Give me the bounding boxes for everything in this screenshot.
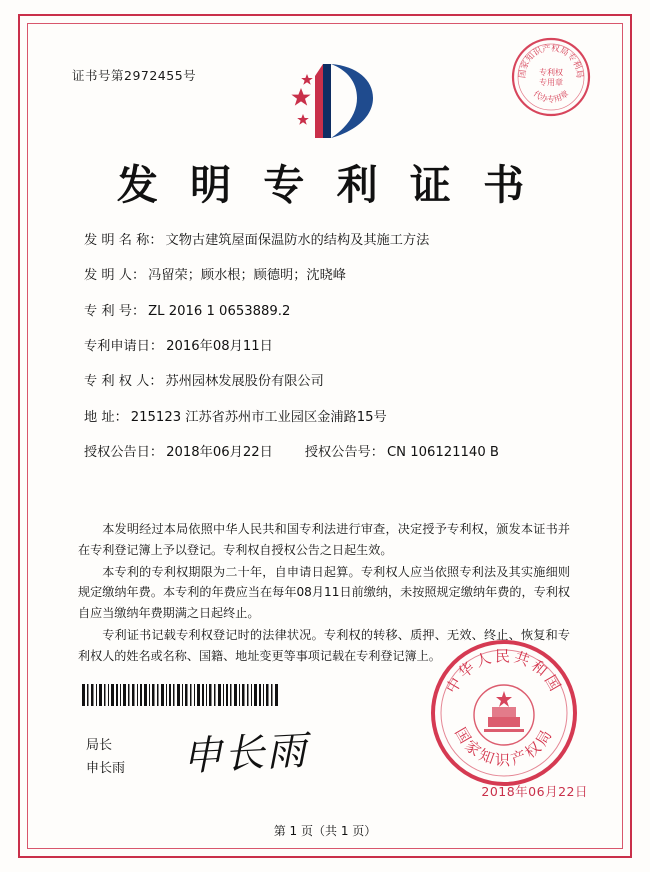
svg-text:专利权: 专利权 xyxy=(539,68,563,77)
patent-office-emblem-icon xyxy=(285,58,381,143)
field-value: 文物古建筑屋面保温防水的结构及其施工方法 xyxy=(165,233,430,248)
field-application-date xyxy=(84,339,584,355)
field-value: 215123 江苏省苏州市工业园区金浦路15号 xyxy=(130,409,387,425)
grant-number-value: CN 106121140 B xyxy=(386,445,499,461)
page-title: 发 明 专 利 证 书 xyxy=(116,161,534,209)
field-label: 专 利 号： xyxy=(84,303,146,319)
agency-seal-stamp xyxy=(510,36,592,118)
field-patent-number xyxy=(84,304,584,320)
svg-text:中华人民共和国: 中华人民共和国 xyxy=(442,647,566,697)
director-title-label: 局长 xyxy=(86,738,113,753)
certificate-fields xyxy=(84,233,584,480)
grant-number-label: 授权公告号： xyxy=(304,445,384,461)
svg-text:专用章: 专用章 xyxy=(539,78,563,87)
corner-ornament-top-left xyxy=(18,14,44,40)
field-inventors xyxy=(84,268,584,284)
field-address xyxy=(84,410,584,426)
field-label: 发 明 名 称： xyxy=(84,233,163,248)
page-footer: 第 1 页（共 1 页） xyxy=(273,824,377,838)
svg-text:国家知识产权局专利局: 国家知识产权局专利局 xyxy=(516,42,586,79)
field-label: 地 址： xyxy=(84,409,128,425)
director-handwritten-signature: 申长雨 xyxy=(181,727,310,781)
grant-date-label: 授权公告日： xyxy=(84,445,164,461)
field-value: 冯留荣；顾水根；顾德明；沈晓峰 xyxy=(148,268,346,284)
field-value: 苏州园林发展股份有限公司 xyxy=(165,374,324,390)
seal-date: 2018年06月22日 xyxy=(481,784,588,799)
director-name: 申长雨 xyxy=(86,760,126,776)
legal-paragraph-3: 专利证书记载专利权登记时的法律状况。专利权的转移、质押、无效、终止、恢复和专利权人的姓名或名称、国籍、地址变更等事项记载在专利登记簿上。 xyxy=(78,627,570,663)
legal-paragraph-2: 本专利的专利权期限为二十年，自申请日起算。专利权人应当依照专利法及其实施细则规定缴纳年费。本专利的年费应当在每年08月11日前缴纳，未按照规定缴纳年费的，专利权自应当缴纳年费期满之日起终止。 xyxy=(78,564,570,621)
signature-block xyxy=(86,735,125,781)
field-patentee xyxy=(84,374,584,390)
field-label: 专利申请日： xyxy=(84,339,164,355)
field-label: 发 明 人： xyxy=(84,268,146,284)
certificate-number: 证书号第2972455号 xyxy=(72,68,197,83)
svg-text:国家知识产权局: 国家知识产权局 xyxy=(451,724,557,769)
corner-ornament-top-right xyxy=(606,14,632,40)
barcode xyxy=(82,684,278,706)
official-round-seal xyxy=(428,637,580,789)
svg-text:代办专用章: 代办专用章 xyxy=(531,89,571,105)
legal-paragraph-1: 本发明经过本局依照中华人民共和国专利法进行审查，决定授予专利权，颁发本证书并在专利登记簿上予以登记。专利权自授权公告之日起生效。 xyxy=(78,522,570,557)
field-invention-name xyxy=(84,233,584,249)
field-label: 专 利 权 人： xyxy=(84,374,163,390)
field-value: ZL 2016 1 0653889.2 xyxy=(148,303,291,319)
field-value: 2016年08月11日 xyxy=(166,339,273,355)
grant-date-value: 2018年06月22日 xyxy=(166,445,273,461)
field-grant-announcement xyxy=(84,445,584,461)
